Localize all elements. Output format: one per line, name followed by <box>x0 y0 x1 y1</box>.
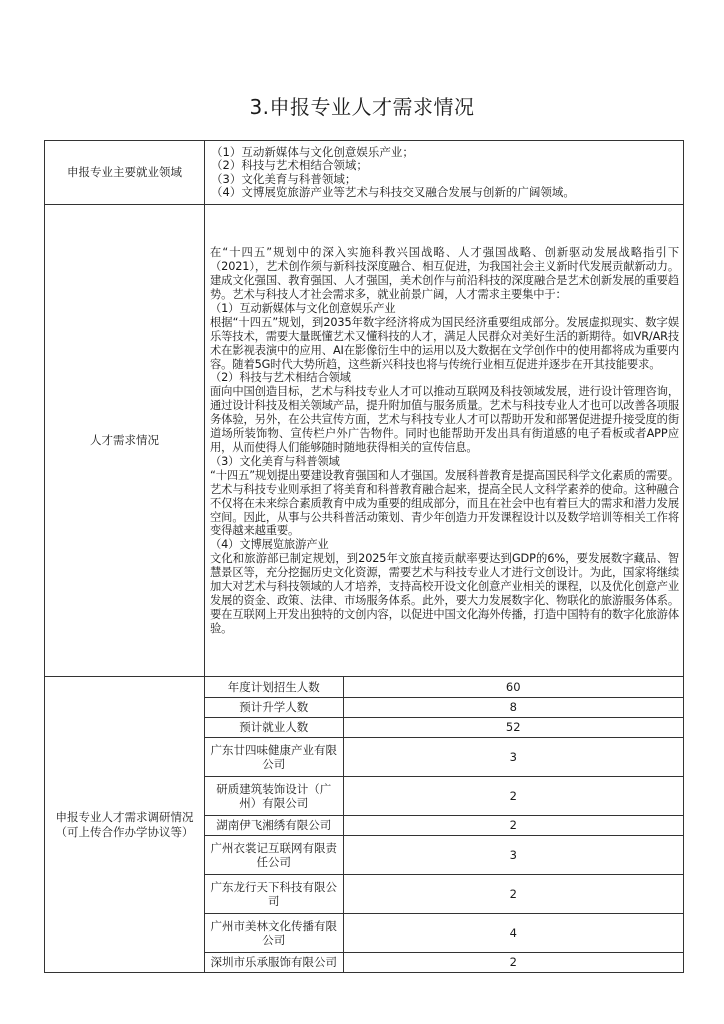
survey-key: 预计就业人数 <box>205 717 343 737</box>
field-item: （3）文化美育与科普领域； <box>211 171 357 186</box>
table-row <box>205 697 683 717</box>
table-row <box>205 835 683 874</box>
table-row <box>205 913 683 952</box>
section-body: 文化和旅游部已制定规划，到2025年文旅直接贡献率要达到GDP的6%，要发展数字藏品、智慧景区等，充分挖掘历史文化资源，需要艺术与科技专业人才进行文创设计。为此，国家将继续加大对艺术与科技领域的人才培养，支持高校开设文化创意产业相关的课程，以及优化创意产业发展的资金、政策、法律、市场服务体系。此外，要大力发展数字化、物联化的旅游服务体系。要在互联网上开发出独特的文创内容，以促进中国文化海外传播，打造中国特有的数字化旅游体验。 <box>210 552 679 635</box>
demand-table <box>44 140 684 973</box>
survey-value: 3 <box>343 737 683 776</box>
talent-demand-label: 人才需求情况 <box>45 205 205 677</box>
section-body: “十四五”规划提出要建设教育强国和人才强国。发展科普教育是提高国民科学文化素质的需要。艺术与科技专业则承担了将美育和科普教育融合起来，提高全民人文科学素养的使命。这种融合不仅将在未来综合素质教育中成为重要的组成部分，而且在社会中也有着巨大的需求和潜力发展空间。因此，从事与公共科普活动策划、青少年创造力开发课程设计以及数学培训等相关工作将变得越来越重要。 <box>210 468 679 538</box>
survey-value: 2 <box>343 776 683 815</box>
survey-key: 广东廿四味健康产业有限公司 <box>205 737 343 776</box>
survey-label: 申报专业人才需求调研情况（可上传合作办学协议等） <box>45 677 205 973</box>
section-body: 面向中国创造目标，艺术与科技专业人才可以推动互联网及科技领域发展，进行设计管理咨询，通过设计科技及相关领域产品，提升附加值与服务质量。艺术与科技专业人才也可以改善各项服务体验，另外，在公共宣传方面，艺术与科技专业人才可以帮助开发和部署促进提升接受度的街道场所装饰物、宣传栏户外广告物件。同时也能帮助开发出具有街道感的电子看板或者APP应用，从而使得人们能够随时随地获得相关的宣传信息。 <box>210 385 679 454</box>
table-row <box>205 952 683 972</box>
intro-paragraph: 在“十四五”规划中的深入实施科教兴国战略、人才强国战略、创新驱动发展战略指引下（2021），艺术创作须与新科技深度融合、相互促进，为我国社会主义新时代发展贡献新动力。建成文化强国、教育强国、人才强国，美术创作与前沿科技的深度融合是艺术创新发展的重要趋势。艺术与科技人才社会需求多，就业前景广阔，人才需求主要集中于： <box>210 246 679 302</box>
survey-key: 预计升学人数 <box>205 697 343 717</box>
talent-demand-text <box>205 245 683 635</box>
employment-field-label: 申报专业主要就业领域 <box>45 141 205 205</box>
talent-demand-cell <box>205 205 684 677</box>
survey-value: 2 <box>509 955 517 970</box>
table-row <box>205 677 683 697</box>
field-item: （2）科技与艺术相结合领域； <box>211 158 368 172</box>
section-heading: （3）文化美育与科普领域 <box>210 454 340 468</box>
table-row <box>205 776 683 815</box>
survey-key: 广州市美林文化传播有限公司 <box>205 913 343 952</box>
survey-value: 2 <box>343 874 683 913</box>
survey-value: 4 <box>343 913 683 952</box>
table-row <box>205 717 683 737</box>
section-body: 根据“十四五”规划，到2035年数字经济将成为国民经济重要组成部分。发展虚拟现实、数字娱乐等技术，需要大量既懂艺术又懂科技的人才，满足人民群众对美好生活的新期待。如VR/AR技术在影视表演中的应用、AI在影像衍生中的运用以及大数据在文学创作中的使用都将成为重要内容。随着5G时代大势所趋，这些新兴科技也将与传统行业相互促进并逐步在开其技能要求。 <box>210 315 679 371</box>
table-row <box>205 737 683 776</box>
survey-key: 湖南伊飞湘绣有限公司 <box>205 815 343 835</box>
page-title: 3.申报专业人才需求情况 <box>249 95 475 119</box>
employment-field-row <box>45 141 684 205</box>
table-row <box>205 874 683 913</box>
survey-value: 3 <box>343 835 683 874</box>
section-heading: （4）文博展览旅游产业 <box>210 538 329 552</box>
survey-value: 8 <box>343 697 683 717</box>
employment-field-list <box>205 145 683 201</box>
survey-row <box>45 677 684 973</box>
survey-table <box>205 677 683 972</box>
survey-key: 深圳市乐承服饰有限公司 <box>205 952 343 972</box>
survey-cell <box>205 677 684 973</box>
survey-value: 60 <box>343 677 683 697</box>
field-item: （1）互动新媒体与文化创意娱乐产业； <box>211 144 414 159</box>
survey-value: 2 <box>343 815 683 835</box>
talent-demand-row <box>45 205 684 677</box>
survey-value: 52 <box>343 717 683 737</box>
survey-key: 广州衣裳记互联网有限责任公司 <box>205 835 343 874</box>
survey-key: 研质建筑装饰设计（广州）有限公司 <box>205 776 343 815</box>
section-heading: （2）科技与艺术相结合领域 <box>210 371 351 385</box>
table-row <box>205 815 683 835</box>
survey-key: 广东龙行天下科技有限公司 <box>205 874 343 913</box>
section-heading: （1）互动新媒体与文化创意娱乐产业 <box>210 301 396 315</box>
field-item: （4）文博展览旅游产业等艺术与科技交叉融合发展与创新的广阔领域。 <box>211 185 575 199</box>
survey-key: 年度计划招生人数 <box>205 677 343 697</box>
employment-field-cell <box>205 141 684 205</box>
